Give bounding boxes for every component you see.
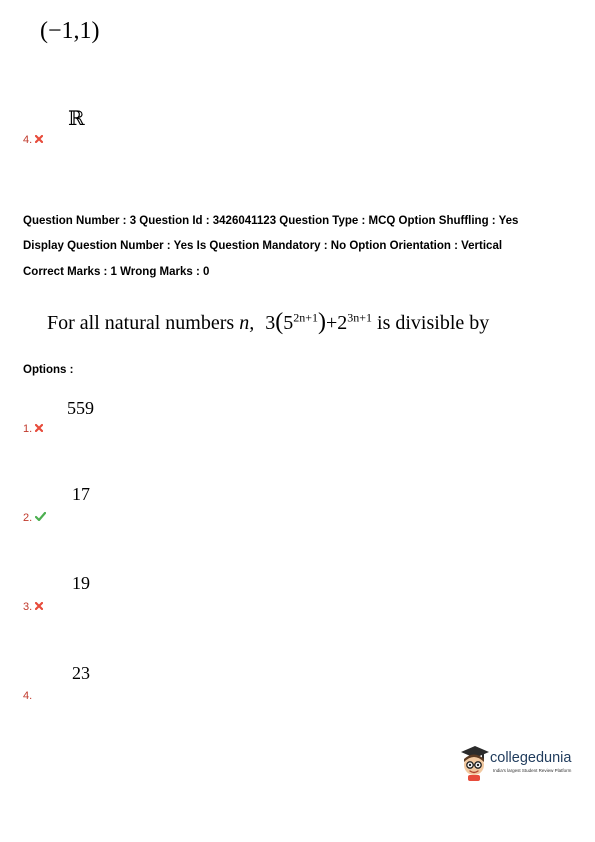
expr-exponent-1: 2n+1 — [293, 310, 318, 325]
option-2-value: 17 — [72, 484, 90, 504]
option-3-value: 19 — [72, 573, 90, 593]
question-stem — [47, 309, 489, 336]
prev-option-4 — [23, 134, 43, 146]
options-label: Options : — [23, 364, 74, 376]
collegedunia-logo — [457, 744, 577, 784]
expr-exponent-2: 3n+1 — [347, 310, 373, 325]
prev-option-3-text: (−1,1) — [40, 18, 100, 44]
stem-variable: n, — [239, 312, 255, 334]
expr-coefficient: 3 — [265, 312, 276, 334]
option-number: 3. — [23, 601, 33, 613]
check-icon — [35, 512, 46, 524]
right-paren: ) — [317, 309, 326, 335]
option-2 — [23, 512, 46, 524]
left-paren: ( — [275, 309, 284, 335]
option-1 — [23, 423, 43, 435]
option-3 — [23, 601, 43, 613]
option-1-value: 559 — [67, 398, 94, 418]
cross-icon — [35, 135, 43, 146]
expr-plus: + — [325, 312, 338, 334]
brand-name: collegedunia — [490, 750, 572, 766]
brand-tagline: India's largest Student Review Platform — [493, 768, 572, 773]
question-meta-line-1: Question Number : 3 Question Id : 3426041123 Question Type : MCQ Option Shuffling : Yes — [23, 215, 519, 227]
prev-option-4-text: ℝ — [68, 108, 85, 130]
mascot-icon — [457, 744, 491, 782]
cross-icon — [35, 424, 43, 435]
cross-icon — [35, 602, 43, 613]
stem-text: For all natural numbers — [47, 312, 235, 334]
expr-base-1: 5 — [283, 312, 294, 334]
option-number: 2. — [23, 512, 33, 524]
question-meta-line-3: Correct Marks : 1 Wrong Marks : 0 — [23, 266, 210, 278]
option-number: 4. — [23, 134, 33, 146]
question-meta-line-2: Display Question Number : Yes Is Question Mandatory : No Option Orientation : Vertical — [23, 240, 503, 252]
option-4 — [23, 690, 32, 702]
expr-base-2: 2 — [337, 312, 348, 334]
stem-tail: is divisible by — [377, 312, 490, 334]
option-number: 4. — [23, 690, 33, 702]
math-expression — [265, 309, 373, 335]
option-number: 1. — [23, 423, 33, 435]
option-4-value: 23 — [72, 663, 90, 683]
